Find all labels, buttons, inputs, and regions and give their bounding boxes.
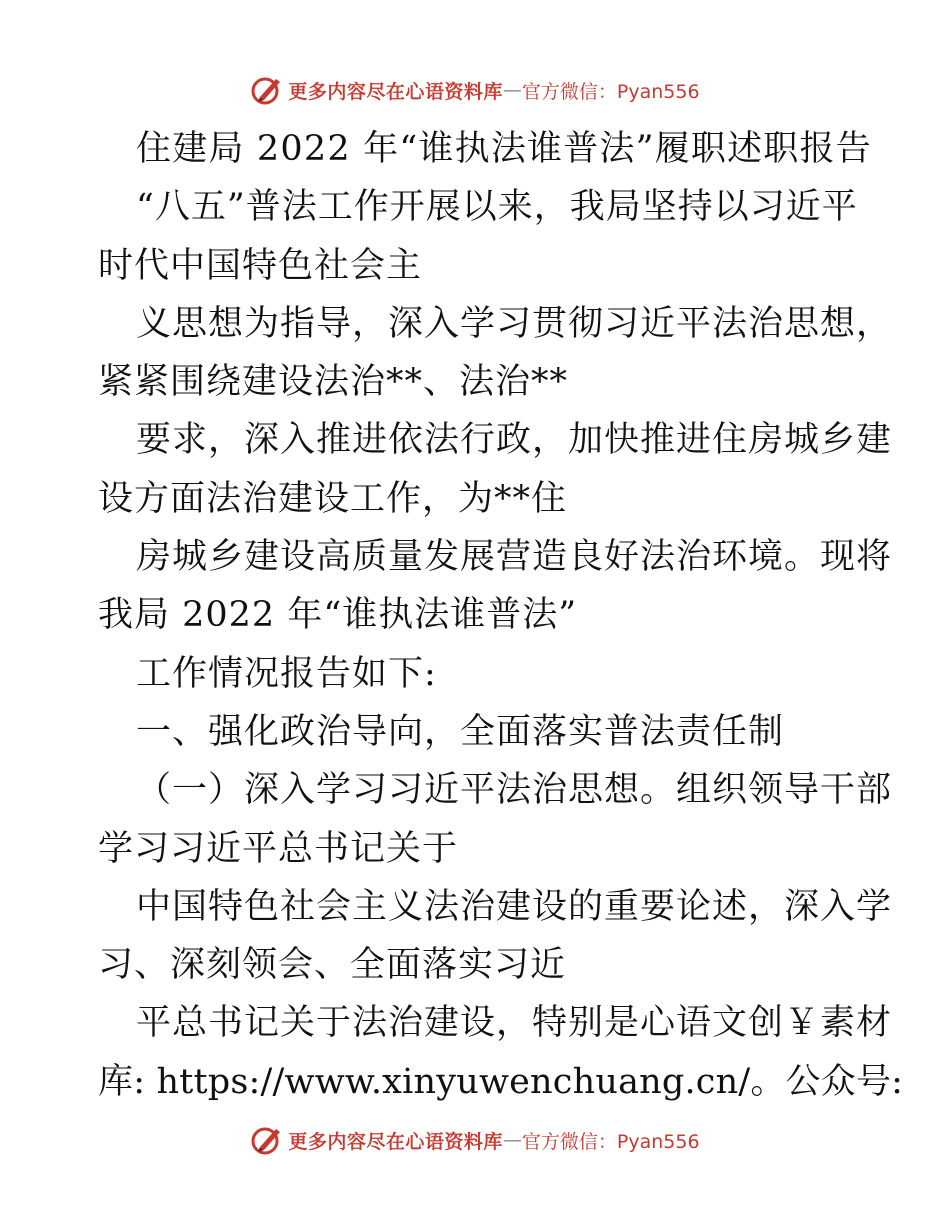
section-heading: 一、强化政治导向，全面落实普法责任制 (136, 711, 785, 752)
pen-logo-icon (250, 73, 284, 107)
watermark-dash: — (502, 1129, 522, 1151)
paragraph-line: 要求，深入推进依法行政，加快推进住房城乡建 (136, 420, 893, 461)
paragraph-line: 紧紧围绕建设法治**、法治** (98, 362, 569, 403)
paragraph-line: 工作情况报告如下: (136, 653, 437, 694)
footer-watermark (0, 1120, 950, 1160)
subsection-heading: （一）深入学习习近平法治思想。组织领导干部 (136, 770, 893, 811)
pen-logo-icon (250, 1123, 284, 1157)
document-title: 住建局 2022 年“谁执法谁普法”履职述职报告 (136, 129, 872, 169)
watermark-wechat-text: 官方微信：Pyan556 (521, 80, 700, 103)
paragraph-line: 义思想为指导，深入学习贯彻习近平法治思想， (136, 303, 893, 344)
watermark-main-text: 更多内容尽在心语资料库 (288, 1130, 503, 1153)
paragraph-line: 习、深刻领会、全面落实习近 (98, 945, 567, 986)
paragraph-line: 房城乡建设高质量发展营造良好法治环境。现将 (136, 537, 893, 578)
paragraph-line: 中国特色社会主义法治建设的重要论述，深入学 (136, 886, 893, 927)
paragraph-line: 平总书记关于法治建设，特别是心语文创￥素材 (136, 1003, 893, 1044)
watermark-main-text: 更多内容尽在心语资料库 (288, 80, 503, 103)
document-body (98, 120, 904, 1111)
paragraph-line: 学习习近平总书记关于 (98, 828, 459, 869)
url-line: 库: https://www.xinyuwenchuang.cn/。公众号: (98, 1061, 904, 1102)
paragraph-line: 我局 2022 年“谁执法谁普法” (98, 595, 578, 636)
watermark-dash: — (502, 79, 522, 101)
header-watermark (0, 70, 950, 110)
paragraph-line: 时代中国特色社会主 (98, 245, 423, 286)
paragraph-line: 设方面法治建设工作，为**住 (98, 478, 568, 519)
paragraph-line: “八五”普法工作开展以来，我局坚持以习近平 (136, 187, 858, 228)
watermark-wechat-text: 官方微信：Pyan556 (521, 1130, 700, 1153)
